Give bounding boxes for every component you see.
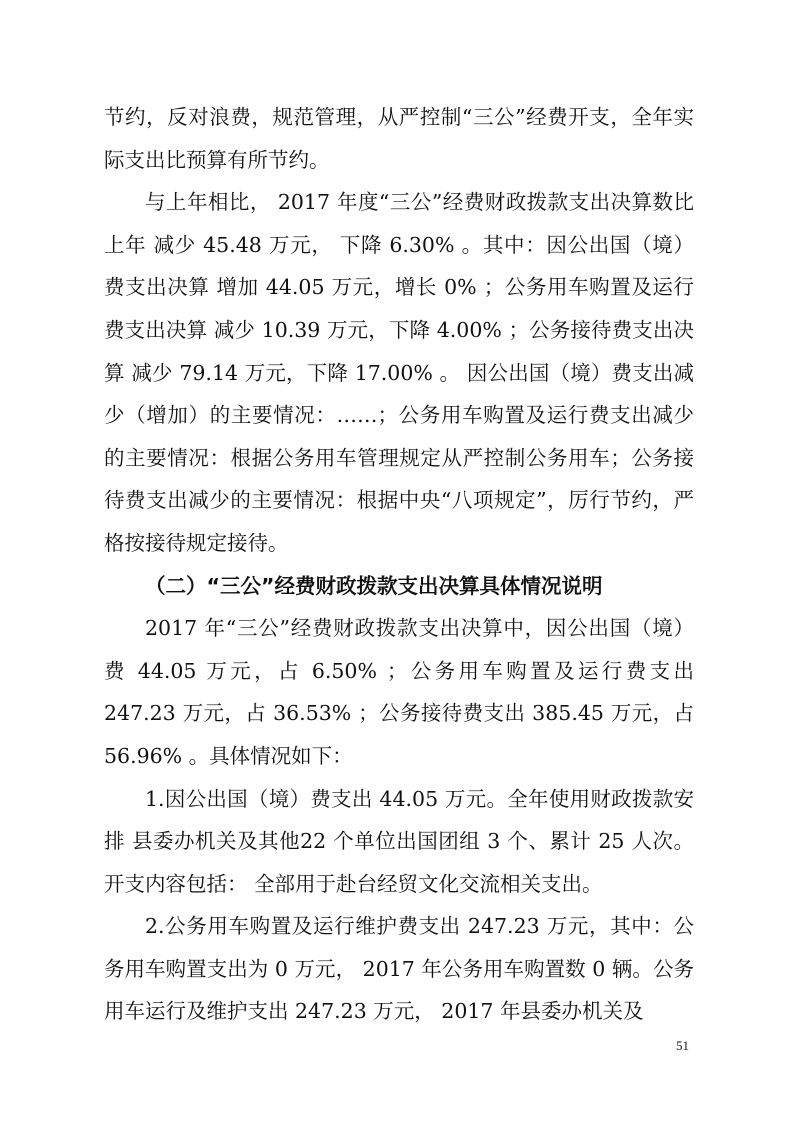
paragraph-continuation: 节约，反对浪费，规范管理，从严控制“三公”经费开支，全年实际支出比预算有所节约。 (104, 105, 694, 172)
paragraph-year-comparison: 与上年相比， 2017 年度“三公”经费财政拨款支出决算数比上年 减少 45.48 万元， 下降 6.30% 。其中：因公出国（境）费支出决算 增加 44.05 万元，增长 0% ；公务用车购置及运行费支出决算 减少 10.39 万元，下降 4.00% ；公务接待费支出决算 减少 79.14 万元，下降 17.00% 。 因公出国（境）费支出减少（增加）的主要情况：……；公务用车购置及运行费支出减少的主要情况：根据公务用车管理规定从严控制公务用车；公务接待费支出减少的主要情况：根据中央“八项规定”，厉行节约，严格按接待规定接待。 (104, 190, 694, 555)
body-text (104, 96, 694, 1033)
section-heading: （二）“三公”经费财政拨款支出决算具体情况说明 (145, 573, 603, 598)
paragraph-expenditure-breakdown: 2017 年“三公”经费财政拨款支出决算中，因公出国（境）费 44.05 万元，占 6.50% ；公务用车购置及运行费支出 247.23 万元，占 36.53% ；公务接待费支出 385.45 万元，占 56.96% 。具体情况如下： (104, 616, 694, 768)
paragraph-official-vehicles: 2.公务用车购置及运行维护费支出 247.23 万元，其中：公务用车购置支出为 0 万元， 2017 年公务用车购置数 0 辆。公务用车运行及维护支出 247.23 万元， 2017 年县委办机关及 (104, 914, 694, 1024)
paragraph-overseas-travel: 1.因公出国（境）费支出 44.05 万元。全年使用财政拨款安排 县委办机关及其他22 个单位出国团组 3 个、累计 25 人次。开支内容包括： 全部用于赴台经贸文化交流相关支出。 (104, 786, 694, 896)
page-number: 51 (676, 1038, 689, 1053)
